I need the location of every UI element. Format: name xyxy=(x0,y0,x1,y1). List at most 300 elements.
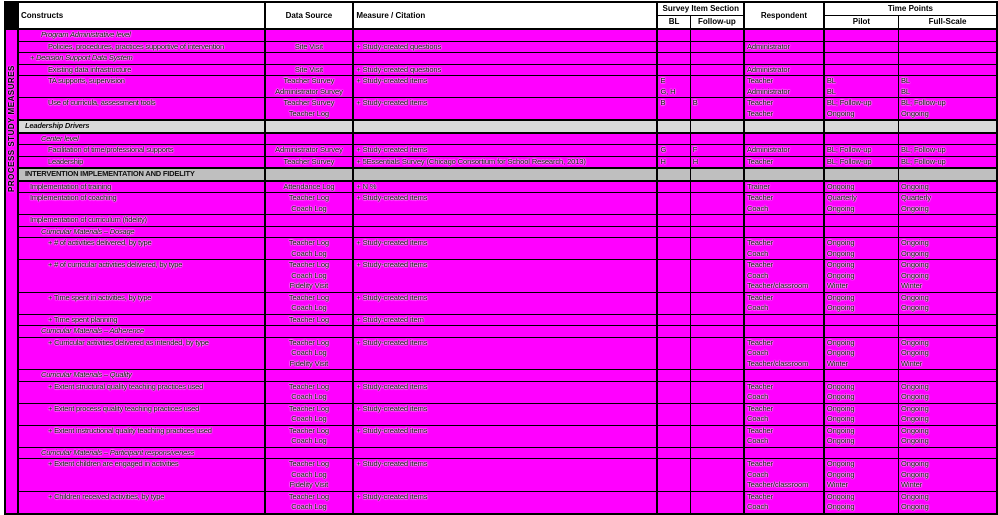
respondent-cell xyxy=(744,64,824,76)
cell-text: Ongoing xyxy=(826,108,855,118)
table-row xyxy=(5,381,997,403)
respondent-cell xyxy=(744,238,824,260)
bl-cell xyxy=(657,491,690,514)
cell-text: + Study-created item xyxy=(356,314,424,324)
cell-text: + Study-created questions xyxy=(356,64,442,74)
follow-up-cell xyxy=(690,76,744,98)
cell-text: Administrator xyxy=(747,41,790,51)
pilot-cell xyxy=(824,447,899,459)
cell-text: Administrator xyxy=(747,145,790,154)
follow-up-cell xyxy=(690,403,744,425)
pilot-cell xyxy=(824,238,899,260)
cell-text: Ongoing xyxy=(901,108,929,118)
construct-cell xyxy=(18,181,265,193)
measure-citation-cell xyxy=(353,98,657,121)
cell-text: Coach xyxy=(747,303,769,312)
table-row xyxy=(5,64,997,76)
cell-text: + Extent structural quality teaching practices used xyxy=(48,381,204,391)
respondent-cell xyxy=(744,326,824,338)
cell-text: Ongoing xyxy=(826,491,855,501)
cell-text: INTERVENTION IMPLEMENTATION AND FIDELITY xyxy=(25,169,195,178)
data-source-cell xyxy=(265,215,354,227)
cell-text: + # of curricular activities delivered, by type xyxy=(48,260,183,269)
cell-text: BL; Follow-up xyxy=(901,145,946,154)
cell-text: Coach xyxy=(747,414,769,423)
cell-text: Teacher xyxy=(747,108,773,118)
cell-text: BL; Follow-up xyxy=(826,156,872,166)
pilot-cell xyxy=(824,133,899,145)
cell-text: Ongoing xyxy=(901,181,929,191)
pilot-cell xyxy=(824,145,899,157)
cell-text: + Curricular activities delivered as intended, by type xyxy=(48,337,209,347)
full-scale-cell xyxy=(899,193,997,215)
full-scale-cell xyxy=(899,181,997,193)
data-source-cell xyxy=(265,156,354,168)
cell-text: Ongoing xyxy=(826,425,855,435)
full-scale-cell xyxy=(899,226,997,238)
respondent-cell xyxy=(744,447,824,459)
bl-cell xyxy=(657,226,690,238)
full-scale-cell xyxy=(899,41,997,53)
cell-text: Teacher xyxy=(747,238,773,247)
table-row xyxy=(5,29,997,41)
cell-text: Teacher xyxy=(747,425,773,435)
bl-cell xyxy=(657,337,690,370)
measure-citation-cell xyxy=(353,292,657,314)
cell-text: Teacher Log xyxy=(288,425,329,435)
cell-text: Teacher Survey xyxy=(283,156,335,166)
cell-text: Coach Log xyxy=(291,203,327,213)
measure-citation-cell xyxy=(353,226,657,238)
cell-text: Winter xyxy=(826,281,848,290)
full-scale-cell xyxy=(899,425,997,447)
cell-text: Teacher Log xyxy=(288,381,329,391)
header-time-points: Time Points xyxy=(824,2,997,16)
measure-citation-cell xyxy=(353,260,657,293)
measure-citation-cell xyxy=(353,133,657,145)
data-source-cell xyxy=(265,181,354,193)
respondent-cell xyxy=(744,98,824,121)
follow-up-cell xyxy=(690,215,744,227)
cell-text: Ongoing xyxy=(901,303,929,312)
header-constructs: Constructs xyxy=(18,2,265,29)
cell-text: TA supports, supervision xyxy=(48,76,125,85)
pilot-cell xyxy=(824,491,899,514)
measure-citation-cell xyxy=(353,193,657,215)
full-scale-cell xyxy=(899,326,997,338)
data-source-cell xyxy=(265,403,354,425)
full-scale-cell xyxy=(899,381,997,403)
cell-text: + Study-created items xyxy=(356,238,428,247)
follow-up-cell xyxy=(690,168,744,181)
cell-text: Teacher Log xyxy=(288,314,329,324)
cell-text: Winter xyxy=(901,480,923,489)
follow-up-cell xyxy=(690,260,744,293)
cell-text: Teacher xyxy=(747,337,773,347)
data-source-cell xyxy=(265,168,354,181)
cell-text: Ongoing xyxy=(901,436,929,445)
cell-text: Ongoing xyxy=(826,392,855,401)
cell-text: Teacher Log xyxy=(288,491,329,501)
cell-text: Ongoing xyxy=(901,469,929,479)
follow-up-cell xyxy=(690,133,744,145)
table-row xyxy=(5,447,997,459)
bl-cell xyxy=(657,425,690,447)
respondent-cell xyxy=(744,168,824,181)
cell-text: Ongoing xyxy=(826,248,855,258)
follow-up-cell xyxy=(690,64,744,76)
respondent-cell xyxy=(744,215,824,227)
pilot-cell xyxy=(824,168,899,181)
full-scale-cell xyxy=(899,260,997,293)
follow-up-cell xyxy=(690,381,744,403)
full-scale-cell xyxy=(899,168,997,181)
cell-text: Teacher Log xyxy=(288,459,329,468)
follow-up-cell xyxy=(690,337,744,370)
cell-text: Teacher Log xyxy=(288,403,329,413)
respondent-cell xyxy=(744,53,824,65)
follow-up-cell xyxy=(690,326,744,338)
cell-text: + 5Essentials Survey (Chicago Consortium for School Research, 2013) xyxy=(356,156,586,166)
bl-cell xyxy=(657,145,690,157)
construct-cell xyxy=(18,314,265,326)
table-row xyxy=(5,292,997,314)
table-row xyxy=(5,76,997,98)
cell-text: + Study-created items xyxy=(356,381,428,391)
data-source-cell xyxy=(265,337,354,370)
respondent-cell xyxy=(744,133,824,145)
cell-text: Ongoing xyxy=(826,260,855,269)
pilot-cell xyxy=(824,326,899,338)
full-scale-cell xyxy=(899,145,997,157)
data-source-cell xyxy=(265,98,354,121)
respondent-cell xyxy=(744,29,824,41)
cell-text: + Decision Support Data System xyxy=(30,53,133,62)
table-row xyxy=(5,98,997,121)
pilot-cell xyxy=(824,370,899,382)
cell-text: + Extent process quality teaching practices used xyxy=(48,403,200,413)
construct-cell xyxy=(18,29,265,41)
cell-text: Ongoing xyxy=(901,260,929,269)
cell-text: BL xyxy=(826,76,836,85)
construct-cell xyxy=(18,120,265,133)
cell-text: Ongoing xyxy=(901,502,929,511)
cell-text: Ongoing xyxy=(901,491,929,501)
cell-text: Ongoing xyxy=(901,381,929,391)
header-pilot: Pilot xyxy=(824,16,899,30)
measure-citation-cell xyxy=(353,120,657,133)
follow-up-cell xyxy=(690,314,744,326)
corner-cell xyxy=(5,2,18,29)
construct-cell xyxy=(18,76,265,98)
table-row xyxy=(5,181,997,193)
cell-text: Ongoing xyxy=(901,403,929,413)
cell-text: Teacher xyxy=(747,98,773,107)
cell-text: Ongoing xyxy=(826,238,855,247)
construct-cell xyxy=(18,98,265,121)
measure-citation-cell xyxy=(353,238,657,260)
cell-text: + Study-created items xyxy=(356,292,428,302)
construct-cell xyxy=(18,145,265,157)
cell-text: Coach Log xyxy=(291,469,327,479)
cell-text: Winter xyxy=(901,281,923,290)
bl-cell xyxy=(657,403,690,425)
cell-text: Ongoing xyxy=(826,292,855,302)
follow-up-cell xyxy=(690,226,744,238)
cell-text: Leadership Drivers xyxy=(25,121,90,130)
measure-citation-cell xyxy=(353,447,657,459)
full-scale-cell xyxy=(899,459,997,492)
cell-text: E xyxy=(660,76,666,85)
construct-cell xyxy=(18,260,265,293)
construct-cell xyxy=(18,337,265,370)
cell-text: Ongoing xyxy=(901,348,929,357)
bl-cell xyxy=(657,53,690,65)
cell-text: Ongoing xyxy=(901,414,929,423)
data-source-cell xyxy=(265,370,354,382)
full-scale-cell xyxy=(899,76,997,98)
cell-text: Facilitation of time/professional supports xyxy=(48,145,174,154)
cell-text: Administrator Survey xyxy=(275,145,343,154)
measure-citation-cell xyxy=(353,459,657,492)
measure-citation-cell xyxy=(353,168,657,181)
cell-text: Ongoing xyxy=(901,248,929,258)
cell-text: Ongoing xyxy=(901,270,929,280)
cell-text: Teacher/classroom xyxy=(747,281,809,290)
cell-text: Curricular Materials – Participant responsiveness xyxy=(41,447,195,457)
data-source-cell xyxy=(265,260,354,293)
measure-citation-cell xyxy=(353,76,657,98)
table-row xyxy=(5,120,997,133)
construct-cell xyxy=(18,156,265,168)
data-source-cell xyxy=(265,193,354,215)
cell-text: Teacher Log xyxy=(288,193,329,202)
data-source-cell xyxy=(265,491,354,514)
cell-text: + Study-created items xyxy=(356,337,428,347)
pilot-cell xyxy=(824,41,899,53)
cell-text: Attendance Log xyxy=(283,181,335,191)
pilot-cell xyxy=(824,76,899,98)
vertical-label-cell xyxy=(5,29,18,514)
follow-up-cell xyxy=(690,120,744,133)
full-scale-cell xyxy=(899,337,997,370)
cell-text: Ongoing xyxy=(901,292,929,302)
cell-text: Teacher xyxy=(747,292,773,302)
cell-text: Coach Log xyxy=(291,502,327,511)
cell-text: Ongoing xyxy=(826,181,855,191)
pilot-cell xyxy=(824,314,899,326)
data-source-cell xyxy=(265,120,354,133)
vertical-label: PROCESS STUDY MEASURES xyxy=(7,65,16,192)
header-follow-up: Follow-up xyxy=(690,16,744,30)
cell-text: Ongoing xyxy=(826,414,855,423)
cell-text: Trainer xyxy=(747,181,770,191)
respondent-cell xyxy=(744,193,824,215)
bl-cell xyxy=(657,64,690,76)
cell-text: BL xyxy=(826,86,836,96)
data-source-cell xyxy=(265,292,354,314)
cell-text: Teacher xyxy=(747,260,773,269)
cell-text: Coach Log xyxy=(291,414,327,423)
measure-citation-cell xyxy=(353,41,657,53)
follow-up-cell xyxy=(690,425,744,447)
full-scale-cell xyxy=(899,120,997,133)
construct-cell xyxy=(18,403,265,425)
data-source-cell xyxy=(265,326,354,338)
bl-cell xyxy=(657,370,690,382)
cell-text: Administrator Survey xyxy=(275,86,343,96)
follow-up-cell xyxy=(690,181,744,193)
measure-citation-cell xyxy=(353,370,657,382)
pilot-cell xyxy=(824,337,899,370)
construct-cell xyxy=(18,238,265,260)
table-row xyxy=(5,260,997,293)
full-scale-cell xyxy=(899,292,997,314)
cell-text: BL xyxy=(901,76,911,85)
header-row-groups xyxy=(5,2,997,16)
respondent-cell xyxy=(744,260,824,293)
table-row xyxy=(5,156,997,168)
cell-text: Coach Log xyxy=(291,303,327,312)
construct-cell xyxy=(18,491,265,514)
respondent-cell xyxy=(744,76,824,98)
data-source-cell xyxy=(265,41,354,53)
respondent-cell xyxy=(744,120,824,133)
table-row xyxy=(5,145,997,157)
bl-cell xyxy=(657,260,690,293)
follow-up-cell xyxy=(690,370,744,382)
cell-text: Curricular Materials – Adherence xyxy=(41,326,144,335)
measure-citation-cell xyxy=(353,215,657,227)
cell-text: + Study-created items xyxy=(356,76,428,85)
construct-cell xyxy=(18,193,265,215)
cell-text: Teacher Log xyxy=(288,238,329,247)
cell-text: Teacher Log xyxy=(288,292,329,302)
cell-text: Ongoing xyxy=(826,348,855,357)
table-row xyxy=(5,459,997,492)
construct-cell xyxy=(18,41,265,53)
bl-cell xyxy=(657,133,690,145)
cell-text: F xyxy=(692,145,698,154)
table-header xyxy=(5,2,997,29)
cell-text: Teacher/classroom xyxy=(747,480,809,489)
cell-text: Teacher xyxy=(747,491,773,501)
measure-citation-cell xyxy=(353,64,657,76)
cell-text: Teacher xyxy=(747,459,773,468)
pilot-cell xyxy=(824,260,899,293)
cell-text: + Time spent planning xyxy=(48,314,118,324)
cell-text: Implementation of coaching xyxy=(30,193,117,202)
cell-text: Coach xyxy=(747,348,769,357)
measure-citation-cell xyxy=(353,403,657,425)
table-row xyxy=(5,425,997,447)
bl-cell xyxy=(657,292,690,314)
cell-text: Use of curricula, assessment tools xyxy=(48,98,156,107)
construct-cell xyxy=(18,292,265,314)
cell-text: Quarterly xyxy=(826,193,857,202)
table-row xyxy=(5,370,997,382)
cell-text: Ongoing xyxy=(826,381,855,391)
full-scale-cell xyxy=(899,238,997,260)
cell-text: Winter xyxy=(826,358,848,368)
cell-text: Teacher xyxy=(747,381,773,391)
cell-text: BL xyxy=(901,86,911,96)
cell-text: + Study-created items xyxy=(356,425,428,435)
follow-up-cell xyxy=(690,292,744,314)
follow-up-cell xyxy=(690,29,744,41)
bl-cell xyxy=(657,381,690,403)
cell-text: Teacher Log xyxy=(288,337,329,347)
cell-text: Ongoing xyxy=(901,459,929,468)
full-scale-cell xyxy=(899,215,997,227)
bl-cell xyxy=(657,168,690,181)
measure-citation-cell xyxy=(353,145,657,157)
bl-cell xyxy=(657,76,690,98)
construct-cell xyxy=(18,64,265,76)
measure-citation-cell xyxy=(353,53,657,65)
table-row xyxy=(5,337,997,370)
bl-cell xyxy=(657,447,690,459)
cell-text: Ongoing xyxy=(826,459,855,468)
cell-text: Policies, procedures, practices supportive of intervention xyxy=(48,41,224,51)
cell-text: Winter xyxy=(901,358,923,368)
table-row xyxy=(5,193,997,215)
cell-text: Quarterly xyxy=(901,193,931,202)
follow-up-cell xyxy=(690,98,744,121)
data-source-cell xyxy=(265,226,354,238)
bl-cell xyxy=(657,238,690,260)
pilot-cell xyxy=(824,181,899,193)
cell-text: + Study-created questions xyxy=(356,41,442,51)
cell-text: Coach xyxy=(747,436,769,445)
cell-text: Curricular Materials – Quality xyxy=(41,370,132,379)
cell-text: Ongoing xyxy=(826,303,855,312)
bl-cell xyxy=(657,98,690,121)
respondent-cell xyxy=(744,41,824,53)
table-row xyxy=(5,215,997,227)
respondent-cell xyxy=(744,381,824,403)
pilot-cell xyxy=(824,53,899,65)
table-row xyxy=(5,133,997,145)
pilot-cell xyxy=(824,381,899,403)
cell-text: Teacher/classroom xyxy=(747,358,809,368)
cell-text: + Children received activities, by type xyxy=(48,491,165,501)
header-survey-item-section: Survey Item Section xyxy=(657,2,744,16)
follow-up-cell xyxy=(690,145,744,157)
follow-up-cell xyxy=(690,459,744,492)
cell-text: Curricular Materials – Dosage xyxy=(41,226,135,236)
table-body xyxy=(5,29,997,514)
header-data-source: Data Source xyxy=(265,2,354,29)
bl-cell xyxy=(657,459,690,492)
cell-text: Ongoing xyxy=(826,337,855,347)
bl-cell xyxy=(657,314,690,326)
table-row xyxy=(5,403,997,425)
construct-cell xyxy=(18,326,265,338)
full-scale-cell xyxy=(899,98,997,121)
follow-up-cell xyxy=(690,41,744,53)
cell-text: Teacher Log xyxy=(288,260,329,269)
cell-text: G xyxy=(660,145,667,154)
cell-text: Ongoing xyxy=(901,425,929,435)
cell-text: + Study-created items xyxy=(356,145,428,154)
measure-citation-cell xyxy=(353,29,657,41)
construct-cell xyxy=(18,381,265,403)
construct-cell xyxy=(18,168,265,181)
construct-cell xyxy=(18,459,265,492)
cell-text: + Extent children are engaged in activities xyxy=(48,459,179,468)
cell-text: Site Visit xyxy=(294,41,323,51)
